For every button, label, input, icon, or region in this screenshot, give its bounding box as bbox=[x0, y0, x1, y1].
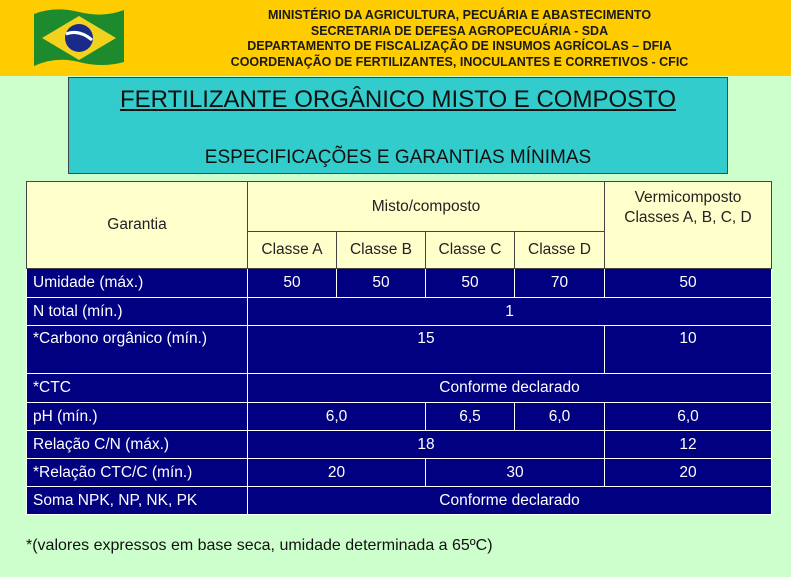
cell-value: Conforme declarado bbox=[248, 487, 772, 515]
cell-value: 50 bbox=[426, 269, 515, 298]
table-row-n-total bbox=[27, 298, 772, 326]
cell-value: 6,0 bbox=[605, 403, 772, 431]
footnote: *(valores expressos em base seca, umidade determinada a 65ºC) bbox=[26, 537, 493, 554]
cell-value: 18 bbox=[248, 431, 605, 459]
cell-value: 12 bbox=[605, 431, 772, 459]
row-label: *CTC bbox=[27, 374, 248, 403]
cell-value: 10 bbox=[605, 326, 772, 374]
header-line-departamento: DEPARTAMENTO DE FISCALIZAÇÃO DE INSUMOS AGRÍCOLAS – DFIA bbox=[247, 39, 672, 53]
cell-value: 15 bbox=[248, 326, 605, 374]
cell-value: 50 bbox=[337, 269, 426, 298]
cell-value: 30 bbox=[426, 459, 605, 487]
row-label: N total (mín.) bbox=[27, 298, 248, 326]
cell-value: 1 bbox=[248, 298, 772, 326]
cell-value: 50 bbox=[605, 269, 772, 298]
ministry-header-text bbox=[132, 8, 787, 70]
table-row-ph bbox=[27, 403, 772, 431]
header-line-coordenacao: COORDENAÇÃO DE FERTILIZANTES, INOCULANTES E CORRETIVOS - CFIC bbox=[230, 54, 689, 69]
cell-value: 70 bbox=[515, 269, 605, 298]
header-classe-a: Classe A bbox=[248, 232, 337, 269]
cell-value: 20 bbox=[248, 459, 426, 487]
row-label: Umidade (máx.) bbox=[27, 269, 248, 298]
page-subtitle: ESPECIFICAÇÕES E GARANTIAS MÍNIMAS bbox=[204, 147, 592, 168]
header-classe-c: Classe C bbox=[426, 232, 515, 269]
table-row-umidade bbox=[27, 269, 772, 298]
cell-value: Conforme declarado bbox=[248, 374, 772, 403]
table-row-relacao-ctc-c bbox=[27, 459, 772, 487]
table-row-ctc bbox=[27, 374, 772, 403]
table-row-carbono bbox=[27, 326, 772, 374]
cell-value: 50 bbox=[248, 269, 337, 298]
header-classe-b: Classe B bbox=[337, 232, 426, 269]
header-line-ministry: MINISTÉRIO DA AGRICULTURA, PECUÁRIA E ABASTECIMENTO bbox=[267, 8, 652, 22]
table-row-relacao-cn bbox=[27, 431, 772, 459]
header-garantia: Garantia bbox=[27, 182, 248, 269]
header-misto-composto: Misto/composto bbox=[248, 182, 605, 232]
header-line-secretaria: SECRETARIA DE DEFESA AGROPECUÁRIA - SDA bbox=[310, 23, 609, 38]
row-label: Soma NPK, NP, NK, PK bbox=[27, 487, 248, 515]
cell-value: 6,5 bbox=[426, 403, 515, 431]
header-classe-d: Classe D bbox=[515, 232, 605, 269]
row-label: *Carbono orgânico (mín.) bbox=[27, 326, 248, 374]
cell-value: 6,0 bbox=[248, 403, 426, 431]
title-box bbox=[68, 77, 728, 174]
cell-value: 20 bbox=[605, 459, 772, 487]
header-vermicomposto: Vermicomposto Classes A, B, C, D bbox=[605, 182, 772, 269]
brazil-flag-icon bbox=[30, 4, 128, 70]
row-label: pH (mín.) bbox=[27, 403, 248, 431]
cell-value: 6,0 bbox=[515, 403, 605, 431]
ministry-header bbox=[0, 0, 791, 76]
row-label: *Relação CTC/C (mín.) bbox=[27, 459, 248, 487]
page-title: FERTILIZANTE ORGÂNICO MISTO E COMPOSTO bbox=[119, 86, 677, 113]
table-row-soma-npk bbox=[27, 487, 772, 515]
row-label: Relação C/N (máx.) bbox=[27, 431, 248, 459]
specifications-table bbox=[26, 181, 772, 515]
